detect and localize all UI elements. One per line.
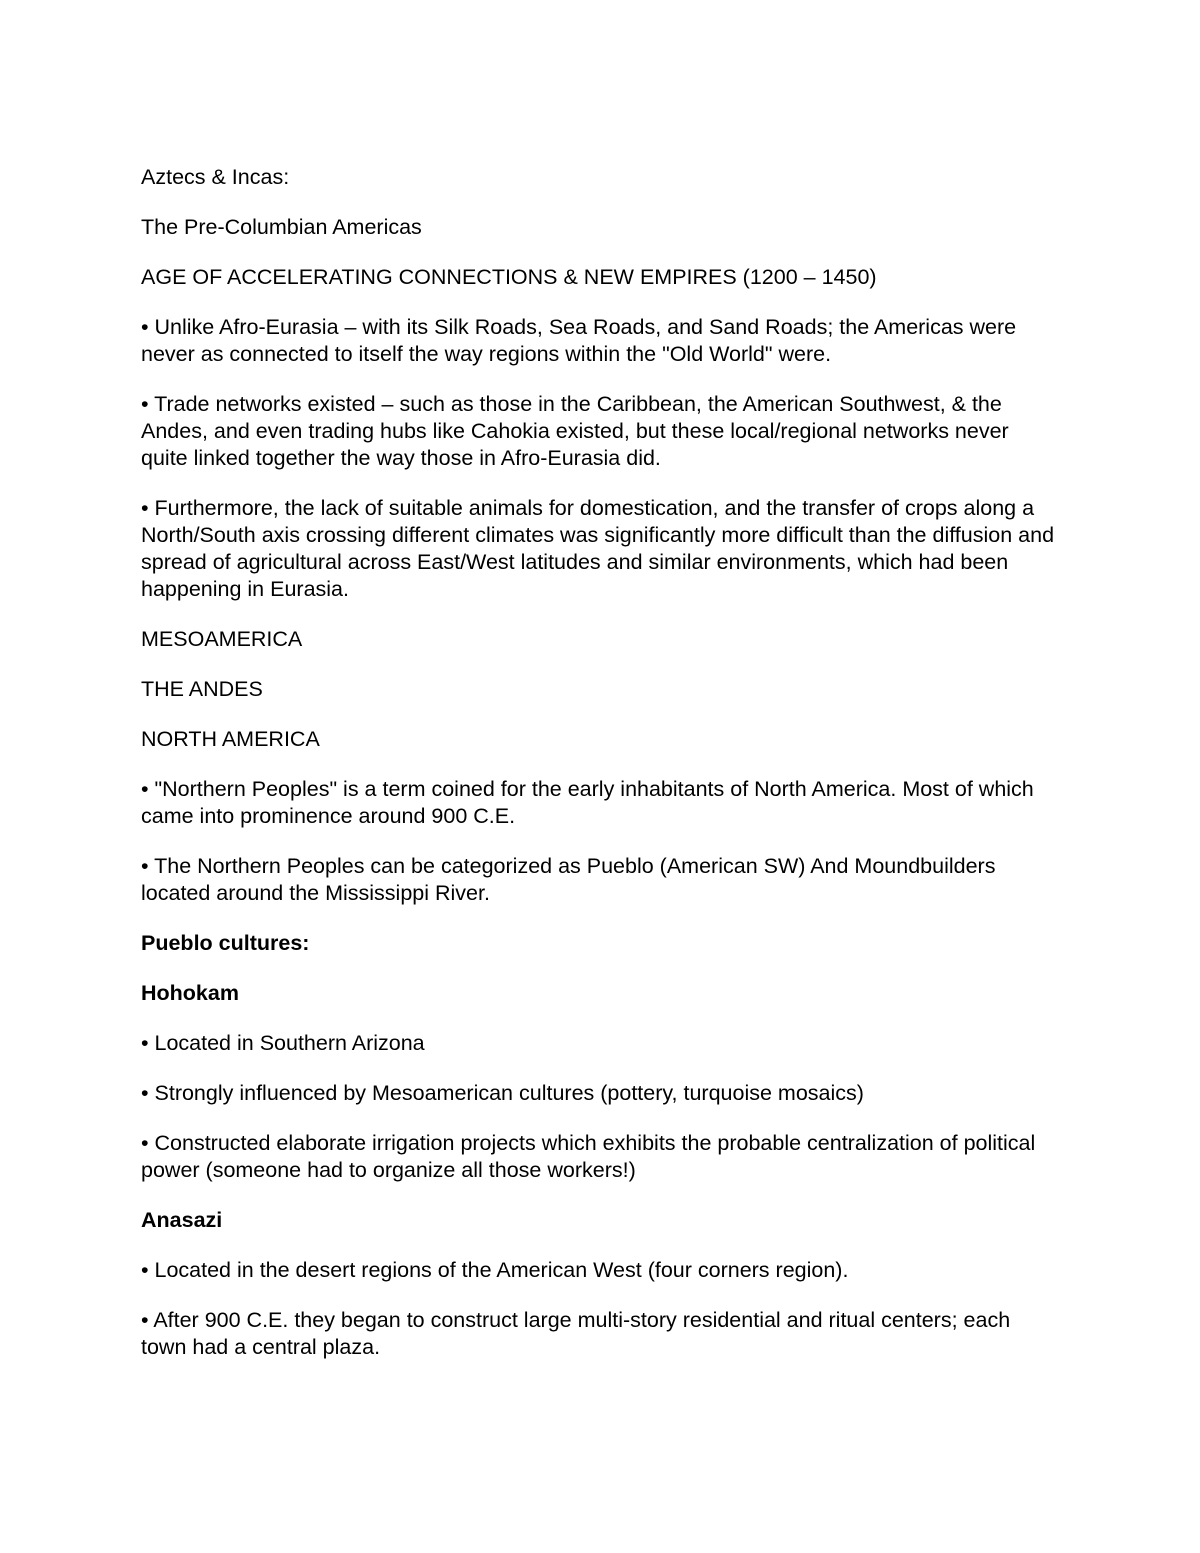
subheading-pueblo-cultures: Pueblo cultures: bbox=[141, 931, 310, 955]
bullet-paragraph: • The Northern Peoples can be categorized as Pueblo (American SW) And Moundbuilders located around the Mississippi River. bbox=[141, 854, 996, 905]
bullet-paragraph: • Furthermore, the lack of suitable animals for domestication, and the transfer of crops along a North/South axis crossing different climates was significantly more difficult than the diffusion and spread of agricultural across East/West latitudes and similar environments, which had been happening in Eurasia. bbox=[141, 496, 1055, 601]
bullet-paragraph: • "Northern Peoples" is a term coined for the early inhabitants of North America. Most of which came into prominence around 900 C.E. bbox=[141, 777, 1034, 828]
doc-title: Aztecs & Incas: bbox=[141, 165, 290, 189]
subheading-hohokam: Hohokam bbox=[141, 981, 239, 1005]
document-body bbox=[141, 164, 1061, 1384]
section-heading-north-america: NORTH AMERICA bbox=[141, 727, 320, 751]
section-heading-age: AGE OF ACCELERATING CONNECTIONS & NEW EMPIRES (1200 – 1450) bbox=[141, 265, 877, 289]
section-heading-mesoamerica: MESOAMERICA bbox=[141, 627, 303, 651]
doc-subtitle: The Pre-Columbian Americas bbox=[141, 215, 422, 239]
bullet-paragraph: • Located in Southern Arizona bbox=[141, 1031, 425, 1055]
bullet-paragraph: • Trade networks existed – such as those in the Caribbean, the American Southwest, & the Andes, and even trading hubs like Cahokia existed, but these local/regional networks never quite linked together the way those in Afro-Eurasia did. bbox=[141, 392, 1009, 470]
bullet-paragraph: • After 900 C.E. they began to construct large multi-story residential and ritual centers; each town had a central plaza. bbox=[141, 1308, 1011, 1359]
bullet-paragraph: • Unlike Afro-Eurasia – with its Silk Roads, Sea Roads, and Sand Roads; the Americas were never as connected to itself the way regions within the "Old World" were. bbox=[141, 315, 1017, 366]
bullet-paragraph: • Strongly influenced by Mesoamerican cultures (pottery, turquoise mosaics) bbox=[141, 1081, 864, 1105]
section-heading-andes: THE ANDES bbox=[141, 677, 263, 701]
subheading-anasazi: Anasazi bbox=[141, 1208, 223, 1232]
bullet-paragraph: • Constructed elaborate irrigation projects which exhibits the probable centralization of political power (someone had to organize all those workers!) bbox=[141, 1131, 1036, 1182]
bullet-paragraph: • Located in the desert regions of the American West (four corners region). bbox=[141, 1258, 849, 1282]
